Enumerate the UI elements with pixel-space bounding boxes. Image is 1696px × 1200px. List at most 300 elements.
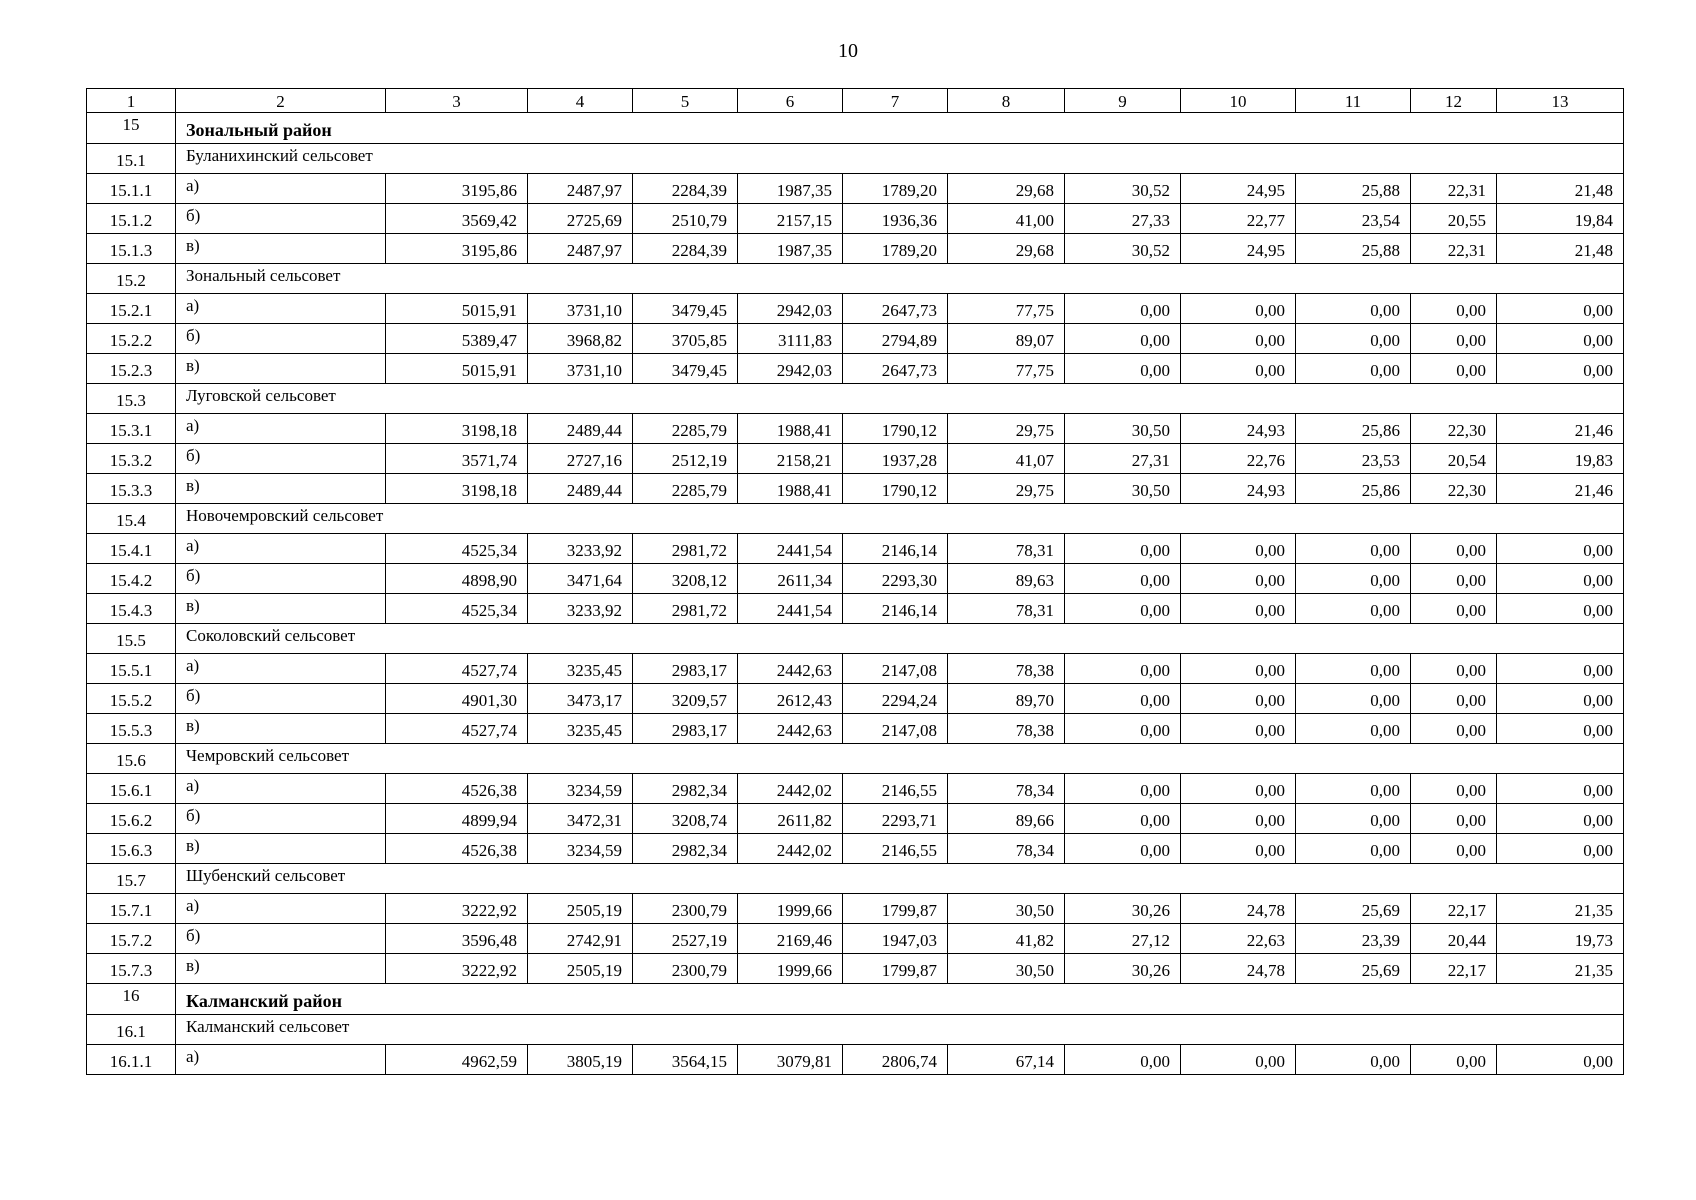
- row-variant-label: а): [176, 534, 386, 564]
- value-cell-col-11: 0,00: [1296, 354, 1411, 384]
- value-cell-col-3: 3569,42: [386, 204, 528, 234]
- value-cell-col-10: 0,00: [1181, 1045, 1296, 1075]
- row-variant-label: б): [176, 924, 386, 954]
- table-row: [87, 924, 1624, 954]
- value-cell-col-13: 21,35: [1497, 954, 1624, 984]
- value-cell-col-3: 5389,47: [386, 324, 528, 354]
- value-cell-col-6: 1999,66: [738, 954, 843, 984]
- column-header-5: 5: [633, 89, 738, 113]
- table-row: [87, 684, 1624, 714]
- value-cell-col-5: 2982,34: [633, 834, 738, 864]
- value-cell-col-10: 0,00: [1181, 684, 1296, 714]
- value-cell-col-12: 0,00: [1411, 684, 1497, 714]
- row-code: 15.1.2: [87, 204, 176, 234]
- value-cell-col-3: 3198,18: [386, 474, 528, 504]
- row-variant-label: а): [176, 894, 386, 924]
- value-cell-col-7: 2806,74: [843, 1045, 948, 1075]
- value-cell-col-4: 3731,10: [528, 354, 633, 384]
- value-cell-col-4: 3235,45: [528, 714, 633, 744]
- table-row: [87, 414, 1624, 444]
- council-title: Чемровский сельсовет: [176, 744, 1624, 774]
- value-cell-col-8: 89,63: [948, 564, 1065, 594]
- value-cell-col-9: 30,52: [1065, 174, 1181, 204]
- value-cell-col-11: 23,53: [1296, 444, 1411, 474]
- row-variant-label: в): [176, 954, 386, 984]
- value-cell-col-4: 2489,44: [528, 414, 633, 444]
- value-cell-col-3: 4527,74: [386, 714, 528, 744]
- value-cell-col-11: 0,00: [1296, 534, 1411, 564]
- row-code: 15.7.1: [87, 894, 176, 924]
- table-row: [87, 204, 1624, 234]
- value-cell-col-8: 77,75: [948, 294, 1065, 324]
- value-cell-col-12: 22,17: [1411, 894, 1497, 924]
- value-cell-col-5: 2983,17: [633, 714, 738, 744]
- row-code: 15.3: [87, 384, 176, 414]
- value-cell-col-11: 25,86: [1296, 414, 1411, 444]
- value-cell-col-4: 3731,10: [528, 294, 633, 324]
- value-cell-col-9: 0,00: [1065, 714, 1181, 744]
- value-cell-col-13: 0,00: [1497, 534, 1624, 564]
- council-row: [87, 864, 1624, 894]
- value-cell-col-5: 3479,45: [633, 294, 738, 324]
- value-cell-col-12: 0,00: [1411, 534, 1497, 564]
- value-cell-col-11: 0,00: [1296, 714, 1411, 744]
- value-cell-col-9: 30,50: [1065, 474, 1181, 504]
- value-cell-col-12: 0,00: [1411, 834, 1497, 864]
- council-title: Новочемровский сельсовет: [176, 504, 1624, 534]
- row-variant-label: в): [176, 354, 386, 384]
- row-code: 15.1.1: [87, 174, 176, 204]
- row-variant-label: в): [176, 474, 386, 504]
- value-cell-col-8: 29,68: [948, 174, 1065, 204]
- value-cell-col-4: 3234,59: [528, 774, 633, 804]
- value-cell-col-5: 2982,34: [633, 774, 738, 804]
- value-cell-col-9: 30,52: [1065, 234, 1181, 264]
- value-cell-col-7: 1799,87: [843, 954, 948, 984]
- value-cell-col-13: 19,83: [1497, 444, 1624, 474]
- value-cell-col-6: 1988,41: [738, 414, 843, 444]
- value-cell-col-10: 24,78: [1181, 894, 1296, 924]
- table-row: [87, 834, 1624, 864]
- value-cell-col-5: 2512,19: [633, 444, 738, 474]
- value-cell-col-7: 2146,55: [843, 774, 948, 804]
- value-cell-col-3: 4526,38: [386, 834, 528, 864]
- column-header-7: 7: [843, 89, 948, 113]
- value-cell-col-6: 2157,15: [738, 204, 843, 234]
- value-cell-col-5: 3209,57: [633, 684, 738, 714]
- value-cell-col-6: 2158,21: [738, 444, 843, 474]
- value-cell-col-6: 3079,81: [738, 1045, 843, 1075]
- value-cell-col-12: 22,31: [1411, 234, 1497, 264]
- value-cell-col-8: 41,82: [948, 924, 1065, 954]
- row-variant-label: в): [176, 234, 386, 264]
- value-cell-col-13: 0,00: [1497, 834, 1624, 864]
- value-cell-col-8: 29,75: [948, 414, 1065, 444]
- row-variant-label: а): [176, 654, 386, 684]
- council-row: [87, 744, 1624, 774]
- value-cell-col-13: 19,84: [1497, 204, 1624, 234]
- value-cell-col-7: 1937,28: [843, 444, 948, 474]
- row-variant-label: б): [176, 204, 386, 234]
- value-cell-col-8: 89,07: [948, 324, 1065, 354]
- value-cell-col-7: 2794,89: [843, 324, 948, 354]
- value-cell-col-13: 21,48: [1497, 174, 1624, 204]
- value-cell-col-10: 24,78: [1181, 954, 1296, 984]
- table-row: [87, 714, 1624, 744]
- value-cell-col-8: 29,68: [948, 234, 1065, 264]
- value-cell-col-4: 3234,59: [528, 834, 633, 864]
- row-code: 15.3.3: [87, 474, 176, 504]
- row-code: 15.1: [87, 144, 176, 174]
- table-row: [87, 354, 1624, 384]
- value-cell-col-9: 0,00: [1065, 294, 1181, 324]
- value-cell-col-12: 0,00: [1411, 324, 1497, 354]
- value-cell-col-7: 1947,03: [843, 924, 948, 954]
- value-cell-col-7: 2146,14: [843, 534, 948, 564]
- value-cell-col-10: 24,93: [1181, 414, 1296, 444]
- value-cell-col-13: 0,00: [1497, 804, 1624, 834]
- value-cell-col-12: 22,31: [1411, 174, 1497, 204]
- value-cell-col-8: 41,07: [948, 444, 1065, 474]
- value-cell-col-10: 24,93: [1181, 474, 1296, 504]
- district-row: [87, 984, 1624, 1015]
- value-cell-col-9: 0,00: [1065, 594, 1181, 624]
- row-code: 15.5.2: [87, 684, 176, 714]
- value-cell-col-5: 2983,17: [633, 654, 738, 684]
- value-cell-col-6: 2441,54: [738, 594, 843, 624]
- council-row: [87, 1015, 1624, 1045]
- table-row: [87, 294, 1624, 324]
- table-row: [87, 594, 1624, 624]
- value-cell-col-5: 2284,39: [633, 234, 738, 264]
- row-variant-label: в): [176, 834, 386, 864]
- value-cell-col-11: 0,00: [1296, 774, 1411, 804]
- council-title: Калманский сельсовет: [176, 1015, 1624, 1045]
- value-cell-col-9: 30,26: [1065, 954, 1181, 984]
- page-number: 10: [838, 40, 858, 62]
- value-cell-col-11: 25,86: [1296, 474, 1411, 504]
- value-cell-col-12: 0,00: [1411, 774, 1497, 804]
- value-cell-col-8: 78,34: [948, 774, 1065, 804]
- value-cell-col-3: 5015,91: [386, 294, 528, 324]
- value-cell-col-12: 0,00: [1411, 1045, 1497, 1075]
- value-cell-col-6: 1987,35: [738, 174, 843, 204]
- value-cell-col-11: 23,39: [1296, 924, 1411, 954]
- value-cell-col-6: 2442,02: [738, 834, 843, 864]
- value-cell-col-12: 0,00: [1411, 654, 1497, 684]
- table-row: [87, 774, 1624, 804]
- value-cell-col-12: 0,00: [1411, 714, 1497, 744]
- value-cell-col-10: 22,63: [1181, 924, 1296, 954]
- column-header-6: 6: [738, 89, 843, 113]
- value-cell-col-9: 30,26: [1065, 894, 1181, 924]
- value-cell-col-8: 29,75: [948, 474, 1065, 504]
- value-cell-col-5: 2981,72: [633, 534, 738, 564]
- value-cell-col-12: 0,00: [1411, 564, 1497, 594]
- value-cell-col-6: 2442,63: [738, 654, 843, 684]
- value-cell-col-3: 4526,38: [386, 774, 528, 804]
- row-variant-label: а): [176, 414, 386, 444]
- value-cell-col-11: 0,00: [1296, 834, 1411, 864]
- value-cell-col-13: 21,48: [1497, 234, 1624, 264]
- value-cell-col-8: 30,50: [948, 894, 1065, 924]
- value-cell-col-9: 27,12: [1065, 924, 1181, 954]
- value-cell-col-5: 3564,15: [633, 1045, 738, 1075]
- table-body: [87, 89, 1624, 1075]
- value-cell-col-10: 0,00: [1181, 294, 1296, 324]
- value-cell-col-5: 2510,79: [633, 204, 738, 234]
- value-cell-col-10: 0,00: [1181, 354, 1296, 384]
- value-cell-col-12: 0,00: [1411, 594, 1497, 624]
- row-variant-label: б): [176, 444, 386, 474]
- row-code: 15.4: [87, 504, 176, 534]
- value-cell-col-4: 3233,92: [528, 594, 633, 624]
- value-cell-col-4: 3235,45: [528, 654, 633, 684]
- row-variant-label: а): [176, 774, 386, 804]
- value-cell-col-7: 2293,30: [843, 564, 948, 594]
- value-cell-col-10: 0,00: [1181, 324, 1296, 354]
- council-title: Луговской сельсовет: [176, 384, 1624, 414]
- row-code: 15.5.3: [87, 714, 176, 744]
- value-cell-col-3: 4525,34: [386, 594, 528, 624]
- table-row: [87, 234, 1624, 264]
- value-cell-col-8: 77,75: [948, 354, 1065, 384]
- table-row: [87, 954, 1624, 984]
- value-cell-col-13: 0,00: [1497, 294, 1624, 324]
- value-cell-col-8: 78,38: [948, 714, 1065, 744]
- column-header-2: 2: [176, 89, 386, 113]
- value-cell-col-4: 2505,19: [528, 954, 633, 984]
- value-cell-col-12: 0,00: [1411, 804, 1497, 834]
- value-cell-col-12: 22,30: [1411, 474, 1497, 504]
- value-cell-col-3: 3596,48: [386, 924, 528, 954]
- row-code: 15.4.2: [87, 564, 176, 594]
- value-cell-col-3: 3195,86: [386, 174, 528, 204]
- value-cell-col-11: 25,88: [1296, 234, 1411, 264]
- value-cell-col-9: 27,33: [1065, 204, 1181, 234]
- value-cell-col-5: 2300,79: [633, 954, 738, 984]
- value-cell-col-12: 20,54: [1411, 444, 1497, 474]
- value-cell-col-6: 3111,83: [738, 324, 843, 354]
- value-cell-col-3: 4962,59: [386, 1045, 528, 1075]
- row-code: 15.7.2: [87, 924, 176, 954]
- row-code: 15.2.3: [87, 354, 176, 384]
- council-title: Буланихинский сельсовет: [176, 144, 1624, 174]
- table-row: [87, 174, 1624, 204]
- value-cell-col-3: 3222,92: [386, 954, 528, 984]
- value-cell-col-6: 2441,54: [738, 534, 843, 564]
- value-cell-col-8: 67,14: [948, 1045, 1065, 1075]
- value-cell-col-7: 2146,55: [843, 834, 948, 864]
- row-variant-label: в): [176, 714, 386, 744]
- row-code: 15.5.1: [87, 654, 176, 684]
- value-cell-col-5: 2285,79: [633, 474, 738, 504]
- column-header-12: 12: [1411, 89, 1497, 113]
- table-row: [87, 474, 1624, 504]
- value-cell-col-3: 4899,94: [386, 804, 528, 834]
- value-cell-col-13: 0,00: [1497, 714, 1624, 744]
- value-cell-col-4: 3472,31: [528, 804, 633, 834]
- value-cell-col-13: 0,00: [1497, 654, 1624, 684]
- column-header-1: 1: [87, 89, 176, 113]
- row-code: 15.7.3: [87, 954, 176, 984]
- value-cell-col-11: 0,00: [1296, 324, 1411, 354]
- value-cell-col-3: 3571,74: [386, 444, 528, 474]
- row-code: 15.2.1: [87, 294, 176, 324]
- council-row: [87, 144, 1624, 174]
- row-code: 15: [87, 113, 176, 144]
- row-code: 15.6.3: [87, 834, 176, 864]
- value-cell-col-9: 0,00: [1065, 774, 1181, 804]
- value-cell-col-4: 2727,16: [528, 444, 633, 474]
- value-cell-col-3: 4901,30: [386, 684, 528, 714]
- value-cell-col-7: 1936,36: [843, 204, 948, 234]
- value-cell-col-5: 2981,72: [633, 594, 738, 624]
- value-cell-col-7: 1789,20: [843, 234, 948, 264]
- value-cell-col-4: 2489,44: [528, 474, 633, 504]
- row-code: 15.7: [87, 864, 176, 894]
- value-cell-col-4: 3805,19: [528, 1045, 633, 1075]
- value-cell-col-4: 2725,69: [528, 204, 633, 234]
- value-cell-col-10: 0,00: [1181, 594, 1296, 624]
- row-code: 16: [87, 984, 176, 1015]
- value-cell-col-11: 0,00: [1296, 564, 1411, 594]
- district-row: [87, 113, 1624, 144]
- value-cell-col-7: 2147,08: [843, 654, 948, 684]
- district-title: Зональный район: [176, 113, 1624, 144]
- row-code: 15.2.2: [87, 324, 176, 354]
- row-variant-label: а): [176, 294, 386, 324]
- row-variant-label: а): [176, 1045, 386, 1075]
- value-cell-col-6: 2442,63: [738, 714, 843, 744]
- value-cell-col-7: 2293,71: [843, 804, 948, 834]
- value-cell-col-13: 21,46: [1497, 474, 1624, 504]
- value-cell-col-13: 0,00: [1497, 594, 1624, 624]
- value-cell-col-9: 27,31: [1065, 444, 1181, 474]
- value-cell-col-3: 3222,92: [386, 894, 528, 924]
- value-cell-col-9: 0,00: [1065, 834, 1181, 864]
- council-row: [87, 384, 1624, 414]
- value-cell-col-10: 0,00: [1181, 804, 1296, 834]
- row-variant-label: в): [176, 594, 386, 624]
- value-cell-col-5: 3705,85: [633, 324, 738, 354]
- row-variant-label: б): [176, 684, 386, 714]
- value-cell-col-11: 25,88: [1296, 174, 1411, 204]
- row-code: 15.1.3: [87, 234, 176, 264]
- value-cell-col-11: 0,00: [1296, 684, 1411, 714]
- value-cell-col-13: 0,00: [1497, 1045, 1624, 1075]
- column-header-10: 10: [1181, 89, 1296, 113]
- value-cell-col-13: 0,00: [1497, 324, 1624, 354]
- value-cell-col-10: 0,00: [1181, 834, 1296, 864]
- value-cell-col-11: 25,69: [1296, 954, 1411, 984]
- council-title: Соколовский сельсовет: [176, 624, 1624, 654]
- column-header-11: 11: [1296, 89, 1411, 113]
- value-cell-col-4: 2487,97: [528, 174, 633, 204]
- value-cell-col-5: 3479,45: [633, 354, 738, 384]
- value-cell-col-6: 2612,43: [738, 684, 843, 714]
- value-cell-col-6: 2611,82: [738, 804, 843, 834]
- value-cell-col-7: 1790,12: [843, 474, 948, 504]
- value-cell-col-7: 2294,24: [843, 684, 948, 714]
- value-cell-col-10: 0,00: [1181, 564, 1296, 594]
- value-cell-col-8: 78,31: [948, 534, 1065, 564]
- column-header-8: 8: [948, 89, 1065, 113]
- value-cell-col-10: 0,00: [1181, 654, 1296, 684]
- value-cell-col-4: 2742,91: [528, 924, 633, 954]
- value-cell-col-11: 0,00: [1296, 804, 1411, 834]
- value-cell-col-10: 0,00: [1181, 774, 1296, 804]
- value-cell-col-12: 20,44: [1411, 924, 1497, 954]
- value-cell-col-11: 0,00: [1296, 1045, 1411, 1075]
- value-cell-col-4: 2505,19: [528, 894, 633, 924]
- value-cell-col-5: 2527,19: [633, 924, 738, 954]
- value-cell-col-9: 30,50: [1065, 414, 1181, 444]
- value-cell-col-13: 0,00: [1497, 354, 1624, 384]
- column-header-3: 3: [386, 89, 528, 113]
- table-row: [87, 894, 1624, 924]
- tariff-table: [86, 88, 1624, 1075]
- value-cell-col-10: 24,95: [1181, 174, 1296, 204]
- column-number-header-row: [87, 89, 1624, 113]
- value-cell-col-8: 30,50: [948, 954, 1065, 984]
- value-cell-col-8: 89,70: [948, 684, 1065, 714]
- value-cell-col-6: 2169,46: [738, 924, 843, 954]
- value-cell-col-13: 0,00: [1497, 774, 1624, 804]
- value-cell-col-5: 2285,79: [633, 414, 738, 444]
- row-code: 15.5: [87, 624, 176, 654]
- value-cell-col-3: 4898,90: [386, 564, 528, 594]
- value-cell-col-3: 3195,86: [386, 234, 528, 264]
- value-cell-col-9: 0,00: [1065, 1045, 1181, 1075]
- value-cell-col-6: 2611,34: [738, 564, 843, 594]
- table-row: [87, 564, 1624, 594]
- value-cell-col-4: 3233,92: [528, 534, 633, 564]
- row-code: 15.3.1: [87, 414, 176, 444]
- value-cell-col-9: 0,00: [1065, 564, 1181, 594]
- row-code: 15.3.2: [87, 444, 176, 474]
- value-cell-col-12: 20,55: [1411, 204, 1497, 234]
- value-cell-col-8: 89,66: [948, 804, 1065, 834]
- value-cell-col-7: 2647,73: [843, 354, 948, 384]
- row-code: 15.6.2: [87, 804, 176, 834]
- value-cell-col-5: 3208,74: [633, 804, 738, 834]
- value-cell-col-6: 2942,03: [738, 354, 843, 384]
- value-cell-col-4: 3471,64: [528, 564, 633, 594]
- value-cell-col-6: 1999,66: [738, 894, 843, 924]
- value-cell-col-3: 3198,18: [386, 414, 528, 444]
- value-cell-col-11: 23,54: [1296, 204, 1411, 234]
- value-cell-col-8: 78,34: [948, 834, 1065, 864]
- value-cell-col-5: 3208,12: [633, 564, 738, 594]
- row-code: 15.4.1: [87, 534, 176, 564]
- value-cell-col-8: 78,31: [948, 594, 1065, 624]
- row-code: 16.1: [87, 1015, 176, 1045]
- value-cell-col-5: 2284,39: [633, 174, 738, 204]
- value-cell-col-11: 0,00: [1296, 594, 1411, 624]
- value-cell-col-10: 22,76: [1181, 444, 1296, 474]
- table-row: [87, 324, 1624, 354]
- table-row: [87, 1045, 1624, 1075]
- value-cell-col-7: 1789,20: [843, 174, 948, 204]
- value-cell-col-10: 0,00: [1181, 534, 1296, 564]
- column-header-4: 4: [528, 89, 633, 113]
- row-code: 15.6.1: [87, 774, 176, 804]
- council-title: Зональный сельсовет: [176, 264, 1624, 294]
- row-variant-label: а): [176, 174, 386, 204]
- table-row: [87, 534, 1624, 564]
- value-cell-col-4: 3968,82: [528, 324, 633, 354]
